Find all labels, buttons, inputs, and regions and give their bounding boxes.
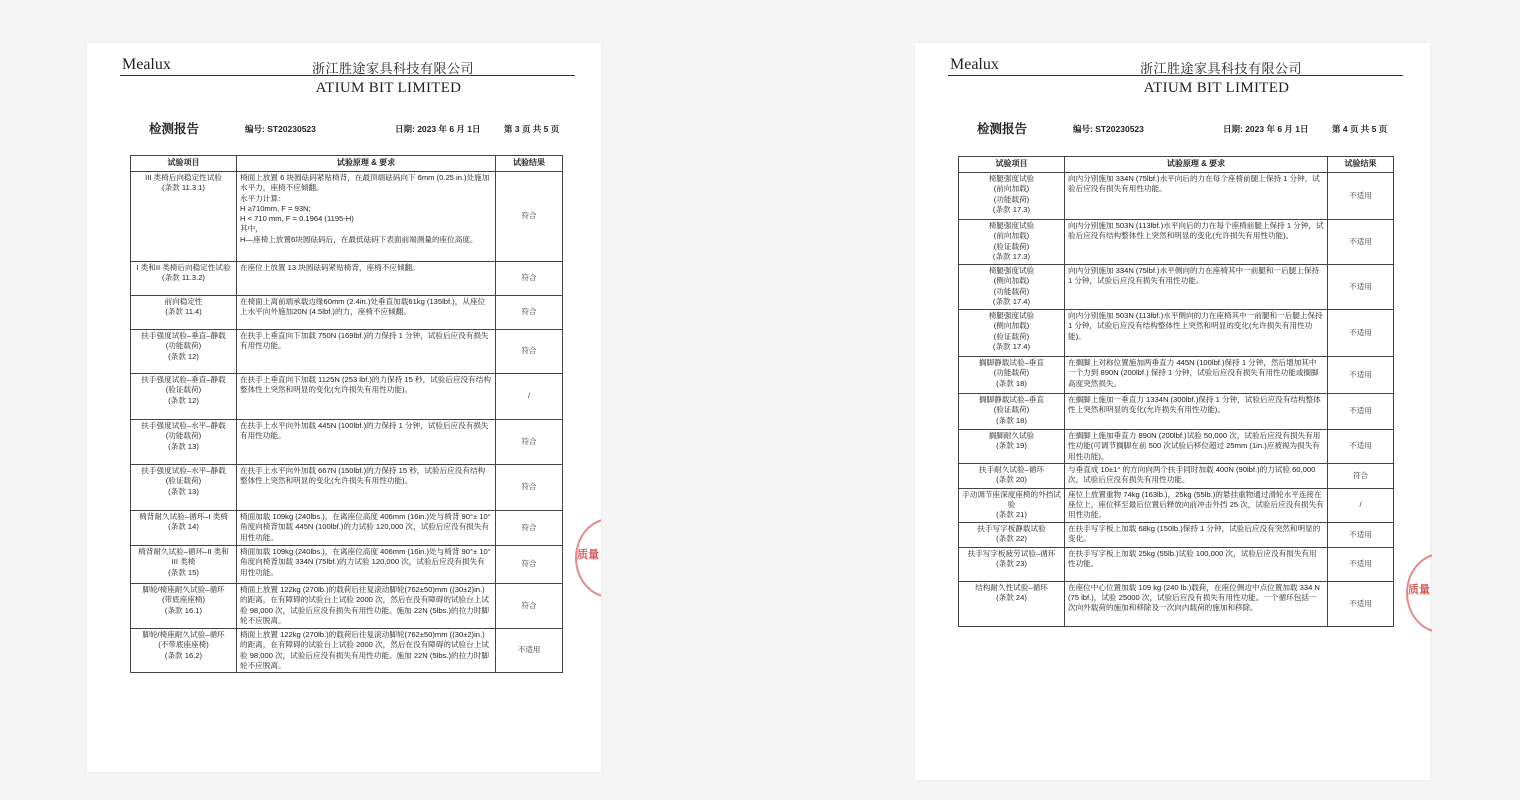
test-requirement: 在扶手上水平向外加载 667N (150lbf.)的力保持 15 秒，试验后应没有结构整体性上突然和明显的变化(允许损失有用性功能)。 <box>237 465 496 511</box>
test-result: 符合 <box>496 172 563 262</box>
header-principle: 试验原理 & 要求 <box>1065 157 1328 173</box>
table-row <box>959 173 1394 220</box>
test-result: 不适用 <box>1328 522 1394 547</box>
page-indicator: 第 4 页 共 5 页 <box>1332 124 1388 134</box>
table-row <box>959 310 1394 357</box>
report-page-3 <box>87 43 601 772</box>
test-item: 搁脚静载试验–垂直 (功能载荷) (条款 18) <box>959 357 1065 394</box>
test-result: / <box>1328 488 1394 522</box>
test-item: 扶手强度试验–水平–静载 (验证载荷) (条款 13) <box>131 465 237 511</box>
test-requirement: 在椅面上离前端承载边缘60mm (2.4in.)处垂直加载61kg (135lbf.)，从座位上水平向外施加20N (4.5lbf.)的力，座椅不应倾翻。 <box>237 296 496 330</box>
test-result: 不适用 <box>1328 430 1394 464</box>
test-requirement: 在座位中心位置加载 109 kg (240 lb.)载荷，在座位侧边中点位置加载 334 N (75 lbf.)，试验 25000 次，试验后应没有损失有用性功能。一个循环包括一次向外载荷的施加和移除及一次向内载荷的施加和移除。 <box>1065 581 1328 626</box>
report-title: 检测报告 <box>977 122 1028 136</box>
test-requirement: 向内分别施加 503N (113lbf.)水平向后的力在每个座椅前腿上保持 1 分钟，试验后应没有结构整体性上突然和明显的变化(允许损失有用性功能)。 <box>1065 220 1328 265</box>
table-row <box>131 511 563 546</box>
header-divider <box>120 75 575 76</box>
test-requirement: 座位上放置重物 74kg (163lb.)，25kg (55lb.)的悬挂重物通过滑轮水平连接在座位上，座位移至最后位置后释放向前冲击外挡 25 次，试验后应没有损失有用性功能。 <box>1065 488 1328 522</box>
table-row <box>959 547 1394 581</box>
test-result: 符合 <box>496 511 563 546</box>
test-results-table <box>130 155 563 673</box>
report-page-4 <box>915 43 1430 780</box>
test-requirement: 在搁脚上对称位置施加两垂直力 445N (100lbf.)保持 1 分钟，然后增加其中一个力到 890N (200lbf.) 保持 1 分钟，试验后应没有损失有用性功能或搁脚高度突然损失。 <box>1065 357 1328 394</box>
company-name-en: ATIUM BIT LIMITED <box>1143 80 1290 96</box>
company-name-en: ATIUM BIT LIMITED <box>315 80 462 96</box>
test-requirement: 向内分别施加 503N (113lbf.)水平侧向的力在座椅其中一前腿和一后腿上保持 1 分钟，试验后应没有结构整体性上突然和明显的变化(允许损失有用性功能)。 <box>1065 310 1328 357</box>
test-result: 符合 <box>496 546 563 584</box>
table-row <box>959 265 1394 310</box>
brand-logo-text: Mealux <box>950 56 999 73</box>
test-item: 椅腿强度试验 (前向加载) (功能载荷) (条款 17.3) <box>959 173 1065 220</box>
page-indicator: 第 3 页 共 5 页 <box>504 124 560 134</box>
test-result: 符合 <box>496 584 563 629</box>
test-requirement: 椅面加载 109kg (240lbs.)，在离座位高度 406mm (16in.)处与椅背 90°± 10°角度向椅背加载 334N (75lbf.)的力试验 120,000 次，试验后应没有损失有用性功能。 <box>237 546 496 584</box>
table-row <box>131 374 563 420</box>
test-requirement: 在扶手写字板上加载 25kg (55lb.)试验 100,000 次，试验后应没有损失有用性功能。 <box>1065 547 1328 581</box>
test-requirement: 在扶手上水平向外加载 445N (100lbf.)的力保持 1 分钟，试验后应没有损失有用性功能。 <box>237 420 496 465</box>
test-requirement: 椅面加载 109kg (240lbs.)，在离座位高度 406mm (16in.)处与椅背 90°± 10°角度向椅背加载 445N (100lbf.)的力试验 120,000 次，试验后应没有损失有用性功能。 <box>237 511 496 546</box>
table-row <box>959 220 1394 265</box>
table-row <box>959 522 1394 547</box>
table-row <box>131 420 563 465</box>
test-requirement: 椅面上放置 122kg (270lb.)的载荷后往复滚动脚轮(762±50)mm ((30±2)in.)的距离，在有障碍的试验台上试验 2000 次，然后在没有障碍的试验台上试验 98,000 次，试验后应没有损失有用性功能。施加 22N (5lbs.)的拉力时脚轮不应脱离。 <box>237 584 496 629</box>
test-requirement: 在扶手写字板上加载 68kg (150lb.)保持 1 分钟，试验后应没有突然和明显的变化。 <box>1065 522 1328 547</box>
table-row <box>959 430 1394 464</box>
table-row <box>131 546 563 584</box>
test-item: 结构耐久性试验–循环 (条款 24) <box>959 581 1065 626</box>
test-result: 符合 <box>496 296 563 330</box>
test-item: 扶手写字板疲劳试验–循环 (条款 23) <box>959 547 1065 581</box>
test-results-table <box>958 156 1394 627</box>
test-result: 符合 <box>496 465 563 511</box>
test-result: 不适用 <box>1328 581 1394 626</box>
test-item: 椅背耐久试验–循环–I 类椅 (条款 14) <box>131 511 237 546</box>
test-item: 扶手强度试验–垂直–静载 (功能载荷) (条款 12) <box>131 330 237 374</box>
red-seal-stamp: 质量 <box>1406 553 1432 633</box>
test-requirement: 向内分别施加 334N (75lbf.)水平侧向的力在座椅其中一前腿和一后腿上保持 1 分钟，试验后应没有损失有用性功能。 <box>1065 265 1328 310</box>
test-item: 扶手强度试验–垂直–静载 (验证载荷) (条款 12) <box>131 374 237 420</box>
test-result: 不适用 <box>1328 220 1394 265</box>
test-result: 符合 <box>496 262 563 296</box>
table-row <box>959 488 1394 522</box>
test-result: 不适用 <box>1328 173 1394 220</box>
table-row <box>959 581 1394 626</box>
test-item: 脚轮/椅座耐久试验–循环 (带底座座椅) (条款 16.1) <box>131 584 237 629</box>
report-date: 日期: 2023 年 6 月 1日 <box>395 124 481 134</box>
test-requirement: 向内分别施加 334N (75lbf.)水平向后的力在每个座椅前腿上保持 1 分钟，试验后应没有损失有用性功能。 <box>1065 173 1328 220</box>
test-requirement: 在扶手上垂直向下加载 750N (169lbf.)的力保持 1 分钟，试验后应没有损失有用性功能。 <box>237 330 496 374</box>
test-requirement: 椅面上放置 6 块圆砝码紧贴椅背，在最顶端砝码向下 6mm (0.25 in.)处施加水平力，座椅不应倾翻。 水平力计算： H ≥710mm, F = 93N; H < 710 mm, F = 0.1964 (1195-H) 其中， H—座椅上放置6块圆砝码后，在最低砝码下表面前端测量的座位高度。 <box>237 172 496 262</box>
test-requirement: 在扶手上垂直向下加载 1125N (253 lbf.)的力保持 15 秒，试验后应没有结构整体性上突然和明显的变化(允许损失有用性功能)。 <box>237 374 496 420</box>
test-item: 椅背耐久试验–循环–II 类和 III 类椅 (条款 15) <box>131 546 237 584</box>
test-requirement: 椅面上放置 122kg (270lb.)的载荷后往复滚动脚轮(762±50)mm ((30±2)in.)的距离，在有障碍的试验台上试验 2000 次，然后在没有障碍的试验台上试验 98,000 次，试验后应没有损失有用性功能。施加 22N (5lbs.)的拉力时脚轮不应脱离。 <box>237 629 496 673</box>
test-requirement: 在搁脚上施加垂直力 890N (200lbf.)试验 50,000 次，试验后应没有损失有用性功能(可调节搁脚在前 500 次试验后移位超过 25mm (1in.)应被视为损失有用性功能)。 <box>1065 430 1328 464</box>
header-divider <box>948 75 1403 76</box>
test-item: 扶手耐久试验–循环 (条款 20) <box>959 463 1065 488</box>
company-name-cn: 浙江胜途家具科技有限公司 <box>312 61 475 76</box>
test-result: 符合 <box>1328 463 1394 488</box>
test-result: 符合 <box>496 330 563 374</box>
table-header-row <box>959 157 1394 173</box>
header-item: 试验项目 <box>131 156 237 172</box>
test-item: 手动调节座深度座椅的外挡试验 (条款 21) <box>959 488 1065 522</box>
test-item: 扶手写字板静载试验 (条款 22) <box>959 522 1065 547</box>
report-number: 编号: ST20230523 <box>1073 124 1144 134</box>
test-result: 符合 <box>496 420 563 465</box>
test-result: 不适用 <box>496 629 563 673</box>
table-row <box>131 262 563 296</box>
test-requirement: 在座位上放置 13 块圆砝码紧贴椅背，座椅不应倾翻。 <box>237 262 496 296</box>
table-row <box>131 629 563 673</box>
test-item: 扶手强度试验–水平–静载 (功能载荷) (条款 13) <box>131 420 237 465</box>
test-item: 脚轮/椅座耐久试验–循环 (不带底座座椅) (条款 16.2) <box>131 629 237 673</box>
test-item: I 类和II 类椅后向稳定性试验 (条款 11.3.2) <box>131 262 237 296</box>
test-item: III 类椅后向稳定性试验 (条款 11.3.1) <box>131 172 237 262</box>
test-item: 椅腿强度试验 (侧向加载) (验证载荷) (条款 17.4) <box>959 310 1065 357</box>
table-row <box>959 357 1394 394</box>
header-result: 试验结果 <box>1328 157 1394 173</box>
test-result: 不适用 <box>1328 394 1394 430</box>
header-item: 试验项目 <box>959 157 1065 173</box>
test-requirement: 在搁脚上施加一垂直力 1334N (300lbf.)保持 1 分钟，试验后应没有结构整体性上突然和明显的变化(允许损失有用性功能)。 <box>1065 394 1328 430</box>
test-result: 不适用 <box>1328 357 1394 394</box>
red-seal-stamp: 质量 <box>575 518 601 598</box>
report-date: 日期: 2023 年 6 月 1日 <box>1223 124 1309 134</box>
test-item: 搁脚耐久试验 (条款 19) <box>959 430 1065 464</box>
test-item: 前向稳定性 (条款 11.4) <box>131 296 237 330</box>
report-title: 检测报告 <box>149 122 200 136</box>
table-row <box>131 330 563 374</box>
test-result: / <box>496 374 563 420</box>
table-row <box>131 296 563 330</box>
test-item: 搁脚静载试验–垂直 (验证载荷) (条款 18) <box>959 394 1065 430</box>
test-requirement: 与垂直成 10±1° 的方向向两个扶手同时加载 400N (90lbf.)的力试验 60,000 次，试验后应没有损失有用性功能。 <box>1065 463 1328 488</box>
header-principle: 试验原理 & 要求 <box>237 156 496 172</box>
test-item: 椅腿强度试验 (前向加载) (验证载荷) (条款 17.3) <box>959 220 1065 265</box>
company-name-cn: 浙江胜途家具科技有限公司 <box>1140 61 1303 76</box>
table-header-row <box>131 156 563 172</box>
table-row <box>959 463 1394 488</box>
table-row <box>959 394 1394 430</box>
table-row <box>131 465 563 511</box>
table-row <box>131 584 563 629</box>
test-result: 不适用 <box>1328 310 1394 357</box>
report-number: 编号: ST20230523 <box>245 124 316 134</box>
header-result: 试验结果 <box>496 156 563 172</box>
brand-logo-text: Mealux <box>122 56 171 73</box>
test-result: 不适用 <box>1328 265 1394 310</box>
test-item: 椅腿强度试验 (侧向加载) (功能载荷) (条款 17.4) <box>959 265 1065 310</box>
test-result: 不适用 <box>1328 547 1394 581</box>
table-row <box>131 172 563 262</box>
